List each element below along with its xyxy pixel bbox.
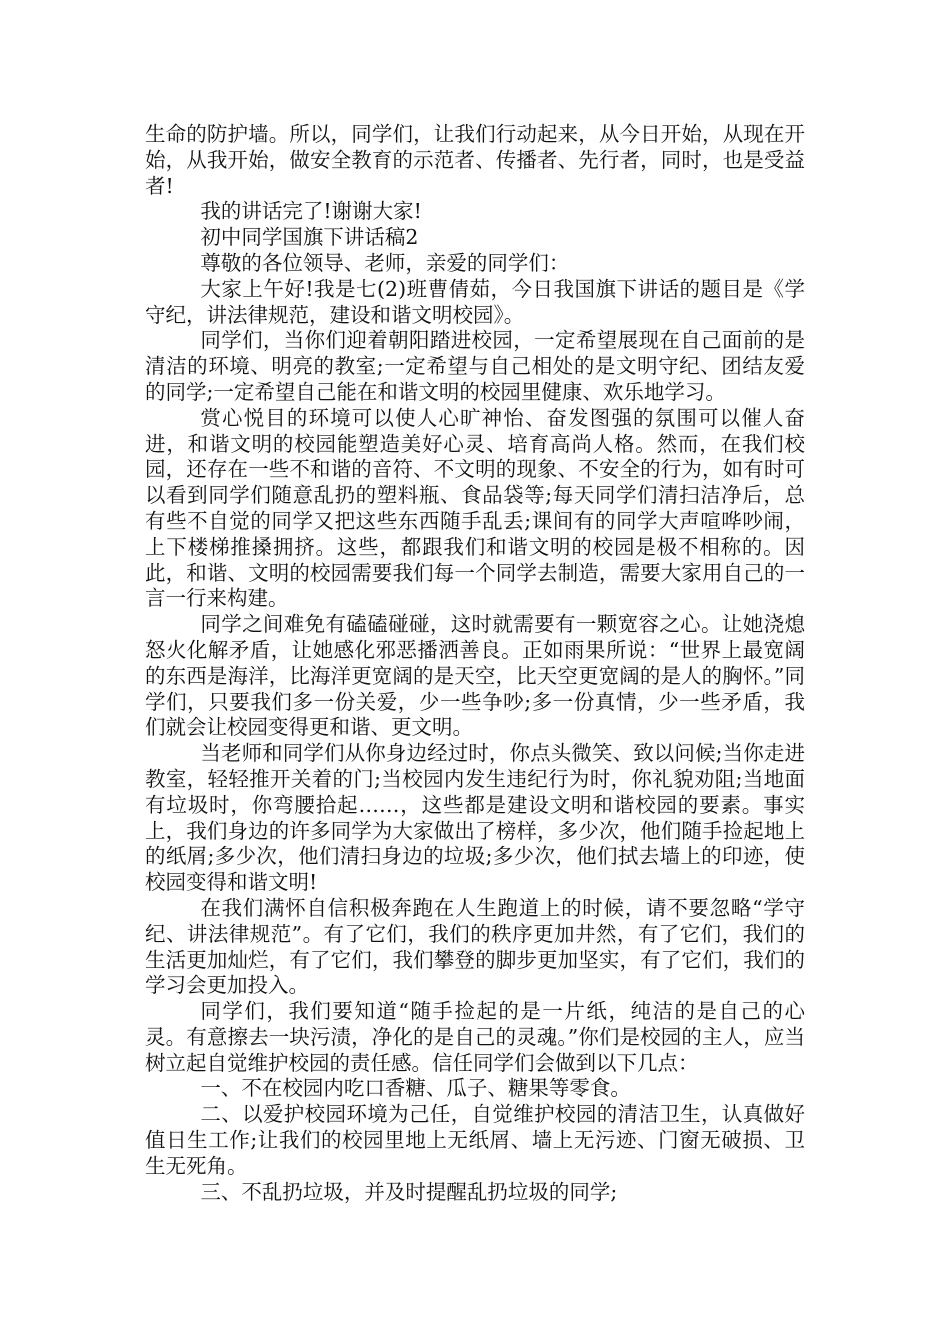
paragraph-7: 赏心悦目的环境可以使人心旷神怡、奋发图强的氛围可以催人奋进，和谐文明的校园能塑造美好心灵、培育高尚人格。然而，在我们校园，还存在一些不和谐的音符、不文明的现象、不安全的行为，如有时可以看到同学们随意乱扔的塑料瓶、食品袋等;每天同学们清扫洁净后，总有些不自觉的同学又把这些东西随手乱丢;课间有的同学大声喧哗吵闹，上下楼梯推搡拥挤。这些，都跟我们和谐文明的校园是极不相称的。因此，和谐、文明的校园需要我们每一个同学去制造，需要大家用自己的一言一行来构建。 — [145, 405, 805, 611]
paragraph-3: 初中同学国旗下讲话稿2 — [200, 225, 419, 250]
paragraph-9: 当老师和同学们从你身边经过时，你点头微笑、致以问候;当你走进教室，轻轻推开关着的门;当校园内发生违纪行为时，你礼貌劝阻;当地面有垃圾时，你弯腰拾起……，这些都是建设文明和谐校园的要素。事实上，我们身边的许多同学为大家做出了榜样，多少次，他们随手捡起地上的纸屑;多少次，他们清扫身边的垃圾;多少次，他们拭去墙上的印迹，使校园变得和谐文明! — [145, 741, 805, 895]
paragraph-2: 我的讲话完了!谢谢大家! — [200, 199, 422, 224]
paragraph-14: 三、不乱扔垃圾，并及时提醒乱扔垃圾的同学; — [200, 1179, 618, 1204]
paragraph-12: 一、不在校园内吃口香糖、瓜子、糖果等零食。 — [200, 1076, 631, 1101]
paragraph-11: 同学们，我们要知道“随手捡起的是一片纸，纯洁的是自己的心灵。有意擦去一块污渍，净化的是自己的灵魂。”你们是校园的主人，应当树立起自觉维护校园的责任感。信任同学们会做到以下几点： — [145, 999, 805, 1075]
paragraph-13: 二、以爱护校园环境为己任，自觉维护校园的清洁卫生，认真做好值日生工作;让我们的校园里地上无纸屑、墙上无污迹、门窗无破损、卫生无死角。 — [145, 1102, 805, 1178]
paragraph-10: 在我们满怀自信积极奔跑在人生跑道上的时候，请不要忽略“学守纪、讲法律规范”。有了它们，我们的秩序更加井然，有了它们，我们的生活更加灿烂，有了它们，我们攀登的脚步更加坚实，有了它们，我们的学习会更加投入。 — [145, 895, 805, 998]
paragraph-4: 尊敬的各位领导、老师，亲爱的同学们： — [200, 250, 570, 275]
document-body — [145, 122, 805, 1205]
paragraph-1: 生命的防护墙。所以，同学们，让我们行动起来，从今日开始，从现在开始，从我开始，做安全教育的示范者、传播者、先行者，同时，也是受益者! — [145, 122, 805, 198]
paragraph-6: 同学们，当你们迎着朝阳踏进校园，一定希望展现在自己面前的是清洁的环境、明亮的教室;一定希望与自己相处的是文明守纪、团结友爱的同学;一定希望自己能在和谐文明的校园里健康、欢乐地学习。 — [145, 328, 805, 404]
paragraph-8: 同学之间难免有磕磕碰碰，这时就需要有一颗宽容之心。让她浇熄怒火化解矛盾，让她感化邪恶播洒善良。正如雨果所说：“世界上最宽阔的东西是海洋，比海洋更宽阔的是天空，比天空更宽阔的是人的胸怀。”同学们，只要我们多一份关爱，少一些争吵;多一份真情，少一些矛盾，我们就会让校园变得更和谐、更文明。 — [145, 612, 805, 740]
paragraph-5: 大家上午好!我是七(2)班曹倩茹，今日我国旗下讲话的题目是《学守纪，讲法律规范，建设和谐文明校园》。 — [145, 276, 805, 327]
